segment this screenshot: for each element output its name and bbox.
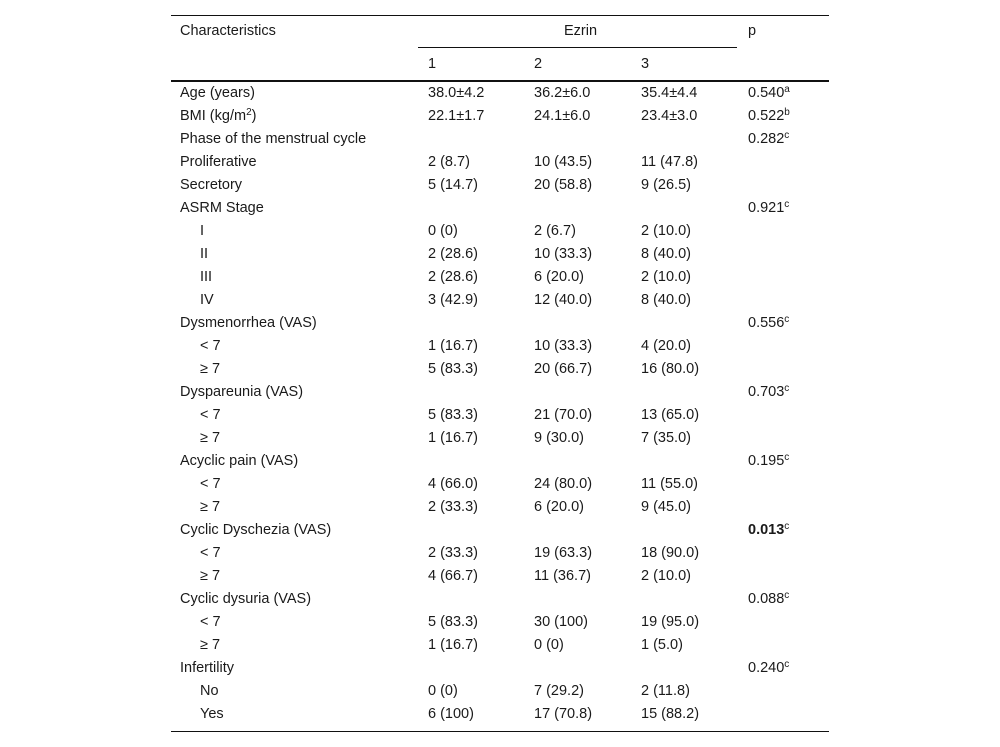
row-label: Proliferative — [180, 154, 257, 170]
ezrin-3-value: 4 (20.0) — [641, 338, 691, 354]
header-col-1: 1 — [428, 56, 437, 72]
table-row — [171, 174, 829, 197]
row-label: ≥ 7 — [200, 637, 221, 653]
row-label: Dysmenorrhea (VAS) — [180, 315, 317, 331]
ezrin-1-value: 5 (83.3) — [428, 407, 478, 423]
table-row — [171, 404, 829, 427]
table-row — [171, 197, 829, 220]
p-value: 0.013$^c$ — [748, 521, 790, 538]
header-ezrin: Ezrin — [564, 23, 598, 39]
row-label: Acyclic pain (VAS) — [180, 453, 299, 469]
ezrin-span-rule — [418, 47, 737, 48]
ezrin-3-value: 7 (35.0) — [641, 430, 691, 446]
ezrin-2-value: 10 (33.3) — [534, 246, 593, 262]
bottom-rule — [171, 731, 829, 732]
row-label: II — [200, 246, 209, 262]
row-label: Cyclic dysuria (VAS) — [180, 591, 312, 607]
ezrin-2-value: 7 (29.2) — [534, 683, 584, 699]
table-row — [171, 588, 829, 611]
ezrin-3-value: 19 (95.0) — [641, 614, 700, 630]
table-row — [171, 450, 829, 473]
ezrin-1-value: 1 (16.7) — [428, 338, 478, 354]
p-value: 0.703$^c$ — [748, 383, 790, 400]
table-row — [171, 473, 829, 496]
table-row — [171, 634, 829, 657]
ezrin-3-value: 2 (10.0) — [641, 269, 691, 285]
row-label: < 7 — [200, 338, 221, 354]
row-label: ≥ 7 — [200, 568, 221, 584]
ezrin-3-value: 11 (47.8) — [641, 154, 698, 170]
ezrin-1-value: 0 (0) — [428, 223, 458, 239]
ezrin-2-value: 10 (43.5) — [534, 154, 593, 170]
ezrin-1-value: 2 (33.3) — [428, 545, 478, 561]
ezrin-2-value: 11 (36.7) — [534, 568, 591, 584]
ezrin-2-value: 10 (33.3) — [534, 338, 593, 354]
p-value: 0.088$^c$ — [748, 590, 790, 607]
ezrin-3-value: 1 (5.0) — [641, 637, 683, 653]
row-label: IV — [200, 292, 214, 308]
ezrin-2-value: 6 (20.0) — [534, 499, 584, 515]
row-label: III — [200, 269, 213, 285]
p-value: 0.195$^c$ — [748, 452, 790, 469]
ezrin-3-value: 9 (45.0) — [641, 499, 691, 515]
ezrin-1-value: 4 (66.0) — [428, 476, 478, 492]
p-value: 0.282$^c$ — [748, 130, 790, 147]
row-label: I — [200, 223, 205, 239]
ezrin-1-value: 1 (16.7) — [428, 430, 478, 446]
table-row — [171, 82, 829, 105]
ezrin-3-value: 11 (55.0) — [641, 476, 698, 492]
row-label: < 7 — [200, 545, 221, 561]
ezrin-1-value: 4 (66.7) — [428, 568, 478, 584]
row-label: Dyspareunia (VAS) — [180, 384, 304, 400]
ezrin-1-value: 38.0±4.2 — [428, 85, 485, 101]
row-label: ≥ 7 — [200, 430, 221, 446]
row-label: < 7 — [200, 476, 221, 492]
ezrin-3-value: 15 (88.2) — [641, 706, 700, 722]
row-label: Secretory — [180, 177, 243, 193]
table-row — [171, 312, 829, 335]
ezrin-2-value: 24.1±6.0 — [534, 108, 591, 124]
row-label: < 7 — [200, 614, 221, 630]
p-value: 0.921$^c$ — [748, 199, 790, 216]
table-row — [171, 289, 829, 312]
ezrin-2-value: 2 (6.7) — [534, 223, 576, 239]
p-value: 0.522$^b$ — [748, 107, 790, 124]
row-label: Age (years) — [180, 85, 255, 101]
ezrin-1-value: 5 (83.3) — [428, 361, 478, 377]
ezrin-3-value: 8 (40.0) — [641, 292, 691, 308]
ezrin-2-value: 30 (100) — [534, 614, 589, 630]
p-value: 0.556$^c$ — [748, 314, 790, 331]
table-row — [171, 565, 829, 588]
row-label: BMI $(kg/m^2)$ — [180, 107, 257, 124]
ezrin-3-value: 16 (80.0) — [641, 361, 700, 377]
ezrin-2-value: 9 (30.0) — [534, 430, 584, 446]
ezrin-3-value: 8 (40.0) — [641, 246, 691, 262]
table-row — [171, 703, 829, 726]
ezrin-3-value: 2 (11.8) — [641, 683, 690, 699]
ezrin-2-value: 36.2±6.0 — [534, 85, 591, 101]
ezrin-2-value: 21 (70.0) — [534, 407, 593, 423]
row-label: No — [200, 683, 219, 699]
table-row — [171, 519, 829, 542]
p-value: 0.240$^c$ — [748, 659, 790, 676]
ezrin-3-value: 2 (10.0) — [641, 223, 691, 239]
ezrin-3-value: 2 (10.0) — [641, 568, 691, 584]
ezrin-2-value: 6 (20.0) — [534, 269, 584, 285]
ezrin-1-value: 2 (28.6) — [428, 246, 478, 262]
row-label: ≥ 7 — [200, 499, 221, 515]
ezrin-1-value: 5 (14.7) — [428, 177, 478, 193]
header-p: p — [748, 23, 757, 39]
table-row — [171, 335, 829, 358]
row-label: ASRM Stage — [180, 200, 264, 216]
ezrin-1-value: 2 (33.3) — [428, 499, 478, 515]
ezrin-2-value: 20 (58.8) — [534, 177, 593, 193]
table-row — [171, 680, 829, 703]
top-rule — [171, 15, 829, 16]
ezrin-2-value: 19 (63.3) — [534, 545, 593, 561]
ezrin-1-value: 6 (100) — [428, 706, 474, 722]
table-row — [171, 128, 829, 151]
header-col-3: 3 — [641, 56, 650, 72]
header-characteristics: Characteristics — [180, 23, 276, 39]
ezrin-1-value: 22.1±1.7 — [428, 108, 485, 124]
row-label: Infertility — [180, 660, 234, 676]
row-label: Phase of the menstrual cycle — [180, 131, 367, 147]
ezrin-3-value: 35.4±4.4 — [641, 85, 698, 101]
table-row — [171, 381, 829, 404]
ezrin-3-value: 23.4±3.0 — [641, 108, 698, 124]
ezrin-1-value: 1 (16.7) — [428, 637, 478, 653]
table-row — [171, 496, 829, 519]
header-col-2: 2 — [534, 56, 543, 72]
ezrin-3-value: 13 (65.0) — [641, 407, 700, 423]
row-label: < 7 — [200, 407, 221, 423]
ezrin-1-value: 2 (8.7) — [428, 154, 470, 170]
row-label: Yes — [200, 706, 224, 722]
ezrin-2-value: 0 (0) — [534, 637, 564, 653]
row-label: ≥ 7 — [200, 361, 221, 377]
table-row — [171, 542, 829, 565]
ezrin-1-value: 2 (28.6) — [428, 269, 478, 285]
ezrin-3-value: 9 (26.5) — [641, 177, 691, 193]
table-row — [171, 358, 829, 381]
table-row — [171, 151, 829, 174]
ezrin-1-value: 5 (83.3) — [428, 614, 478, 630]
table-row — [171, 611, 829, 634]
ezrin-3-value: 18 (90.0) — [641, 545, 700, 561]
row-label: Cyclic Dyschezia (VAS) — [180, 522, 332, 538]
table-row — [171, 657, 829, 680]
ezrin-2-value: 12 (40.0) — [534, 292, 593, 308]
table-row — [171, 427, 829, 450]
table-row — [171, 105, 829, 128]
table-row — [171, 220, 829, 243]
table-row — [171, 266, 829, 289]
table-row — [171, 243, 829, 266]
ezrin-2-value: 17 (70.8) — [534, 706, 593, 722]
ezrin-1-value: 0 (0) — [428, 683, 458, 699]
ezrin-2-value: 24 (80.0) — [534, 476, 593, 492]
p-value: 0.540$^a$ — [748, 84, 790, 101]
ezrin-1-value: 3 (42.9) — [428, 292, 478, 308]
ezrin-2-value: 20 (66.7) — [534, 361, 593, 377]
